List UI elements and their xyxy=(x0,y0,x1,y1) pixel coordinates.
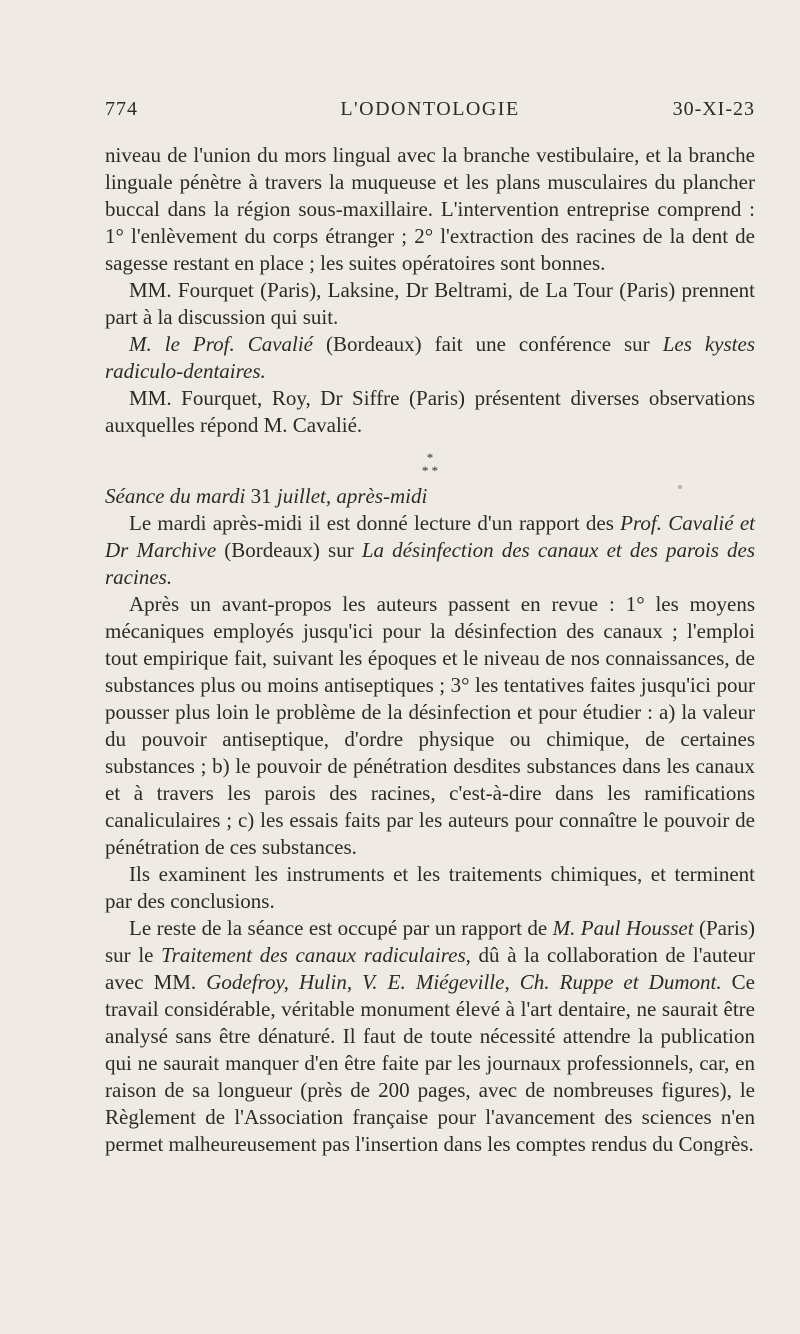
paragraph-3-text: (Bordeaux) fait une conférence sur xyxy=(313,332,663,356)
report-title: La désinfection des canaux et des parois des racines. xyxy=(105,538,756,589)
paragraph-5 xyxy=(105,510,755,591)
session-heading xyxy=(105,483,755,510)
paragraph-8-a: Le reste de la séance est occupé par un rapport de xyxy=(129,916,553,940)
separator-star-bottom: * * xyxy=(421,463,439,478)
paragraph-8-g: Ce travail considérable, véritable monument élevé à l'art dentaire, ne saurait être analysé sans être dénaturé. Il faut de toute nécessité attendre la publication qui ne saurait manquer d'en être faite par les journaux professionnels, car, en raison de sa longueur (près de 200 pages, avec de nombreuses figures), le Règlement de l'Association française pour l'avancement des sciences n'en permet malheureusement pas l'insertion dans les comptes rendus du Congrès. xyxy=(105,970,756,1156)
session-heading-day: 31 xyxy=(250,484,272,508)
paper-speck xyxy=(678,485,682,489)
paragraph-5-c: (Bordeaux) sur xyxy=(216,538,362,562)
conference-title: Les kystes radiculo-dentaires. xyxy=(105,332,755,383)
paragraph-8-c: (Paris) sur le xyxy=(105,916,755,967)
reporter-name: M. Paul Housset xyxy=(552,916,694,940)
authors: Prof. Cavalié et Dr Marchive xyxy=(105,511,756,562)
paragraph-3 xyxy=(105,331,755,385)
collaborators: Godefroy, Hulin, V. E. Miégeville, Ch. Ruppe et Dumont. xyxy=(206,970,722,994)
paragraph-8-e: , dû à la collaboration de l'auteur avec MM. xyxy=(105,943,755,994)
session-heading-a: Séance du mardi xyxy=(105,484,251,508)
speaker-name: M. le Prof. Cavalié xyxy=(129,332,314,356)
paragraph-8 xyxy=(105,915,755,1158)
paragraph-5-a: Le mardi après-midi il est donné lecture d'un rapport des xyxy=(129,511,621,535)
paragraph-1: niveau de l'union du mors lingual avec la branche vestibulaire, et la branche linguale pénètre à travers la muqueuse et les plans musculaires du plancher buccal dans la région sous-maxillaire. L'intervention entreprise comprend : 1° l'enlèvement du corps étranger ; 2° l'extraction des racines de la dent de sagesse restant en place ; les suites opératoires sont bonnes. xyxy=(105,143,755,275)
separator-star-top: * xyxy=(426,450,434,465)
paragraph-2: MM. Fourquet (Paris), Laksine, Dr Beltrami, de La Tour (Paris) prennent part à la discussion qui suit. xyxy=(105,278,755,329)
article-body xyxy=(105,142,755,1158)
report-title-2: Traitement des canaux radiculaires xyxy=(161,943,466,967)
issue-date: 30-XI-23 xyxy=(672,98,755,120)
paragraph-7: Ils examinent les instruments et les traitements chimiques, et terminent par des conclusions. xyxy=(105,862,755,913)
running-header xyxy=(105,98,755,128)
paragraph-4: MM. Fourquet, Roy, Dr Siffre (Paris) présentent diverses observations auxquelles répond M. Cavalié. xyxy=(105,386,755,437)
page-number: 774 xyxy=(105,98,138,120)
section-separator xyxy=(105,451,755,477)
session-heading-c: juillet, après-midi xyxy=(271,484,428,508)
journal-title: L'ODONTOLOGIE xyxy=(340,98,520,120)
paragraph-6: Après un avant-propos les auteurs passent en revue : 1° les moyens mécaniques employés jusqu'ici pour la désinfection des canaux ; l'emploi tout empirique fait, suivant les époques et le niveau de nos connaissances, de substances plus ou moins antiseptiques ; 3° les tentatives faites jusqu'ici pour pousser plus loin le problème de la désinfection et pour étudier : a) la valeur du pouvoir antiseptique, d'ordre physique ou chimique, de certaines substances ; b) le pouvoir de pénétration desdites substances dans les canaux et à travers les parois des racines, c'est-à-dire dans les ramifications canaliculaires ; c) les essais faits par les auteurs pour connaître le pouvoir de pénétration de ces substances. xyxy=(105,592,755,859)
